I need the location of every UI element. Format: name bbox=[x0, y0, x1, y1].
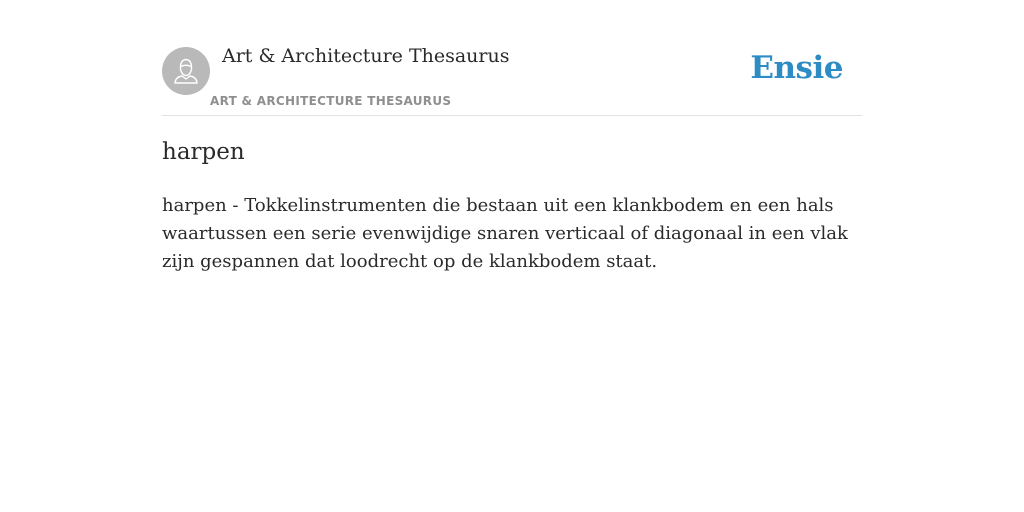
user-silhouette-icon bbox=[162, 47, 210, 95]
entry-title: harpen bbox=[162, 139, 245, 165]
author-subtitle: ART & ARCHITECTURE THESAURUS bbox=[210, 94, 452, 108]
author-avatar[interactable] bbox=[162, 47, 210, 95]
author-name[interactable]: Art & Architecture Thesaurus bbox=[222, 45, 510, 67]
ensie-logo[interactable]: Ensie bbox=[750, 50, 843, 86]
content-container bbox=[162, 0, 862, 272]
entry-definition: harpen - Tokkelinstrumenten die bestaan uit een klankbodem en een hals waartussen een serie evenwijdige snaren verticaal of diagonaal in een vlak zijn gespannen dat loodrecht op de klankbodem staat. bbox=[162, 195, 848, 272]
entry-header bbox=[162, 0, 862, 116]
